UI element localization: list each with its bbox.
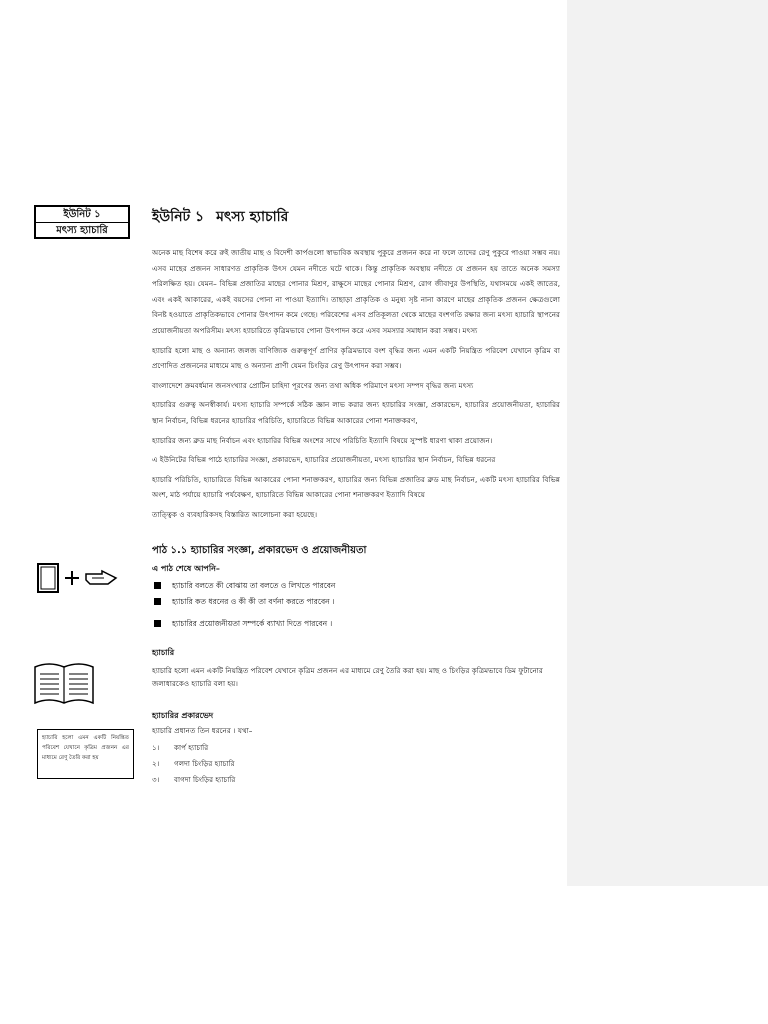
page-title <box>152 205 300 229</box>
bullet-square-icon <box>154 620 161 627</box>
side-note: হ্যাচারি হলো এমন একটি নিয়ন্ত্রিত পরিবেশ যেখানে কৃত্রিম প্রজনন এর মাধ্যমে রেণু তৈরি করা হয় <box>37 729 134 779</box>
intro-paragraph-4: হ্যাচারির গুরুত্ব অনস্বীকার্য। মৎস্য হ্যাচারি সম্পর্কে সঠিক জ্ঞান লাভ করার জন্য হ্যাচারির সংজ্ঞা, প্রকারভেদ, হ্যাচারির প্রয়োজনীয়তা, হ্যাচারির স্থান নির্বাচন, বিভিন্ন ধরনের হ্যাচারির পরিচিতি, হ্যাচারিতে বিভিন্ন আকারের পোনা শনাক্তকরণ, <box>152 400 560 425</box>
types-intro: হ্যাচারি প্রধানত তিন ধরনের । যথা– <box>152 726 253 735</box>
bullet-square-icon <box>154 598 161 605</box>
intro-paragraph-5: হ্যাচারির জন্য ব্রুড মাছ নির্বাচন এবং হ্যাচারির বিভিন্ন অংশের সাথে পরিচিতি ইত্যাদি বিষয়ে সুস্পষ্ট ধারণা থাকা প্রয়োজন। <box>152 435 493 445</box>
intro-paragraph-7: হ্যাচারি পরিচিতি, হ্যাচারিতে বিভিন্ন আকারের পোনা শনাক্তকরণ, হ্যাচারির জন্য বিভিন্ন প্রজাতির ব্রুড মাছ নির্বাচন, একটি মৎস্য হ্যাচারির বিভিন্ন অংশ, মাঠ পর্যায়ে হ্যাচারি পর্যবেক্ষণ, হ্যাচারিতে বিভিন্ন আকারের পোনা শনাক্তকরণ ইত্যাদি বিষয়ে <box>152 474 560 500</box>
unit-number: ইউনিট ১ <box>63 209 101 220</box>
list-item: ২। গলদা চিংড়ির হ্যাচারি <box>152 759 235 768</box>
intro-paragraph-3: বাংলাদেশে ক্রমবর্ধমান জনসংখ্যার প্রোটিন চাহিদা পূরণের জন্য তথা অধিক পরিমাণে মৎস্য সম্পদ বৃদ্ধির জন্য মৎস্য <box>152 380 474 390</box>
objective-heading: এ পাঠ শেষে আপনি– <box>152 564 220 573</box>
list-item: ৩। বাগদা চিংড়ির হ্যাচারি <box>152 775 236 784</box>
objectives-icon <box>36 562 120 594</box>
intro-paragraph-6: এ ইউনিটের বিভিন্ন পাঠে হ্যাচারির সংজ্ঞা, প্রকারভেদ, হ্যাচারির প্রয়োজনীয়তা, মৎস্য হ্যাচারির স্থান নির্বাচন, বিভিন্ন ধরনের <box>152 455 496 465</box>
open-book-icon <box>33 661 95 707</box>
unit-label-box <box>34 205 130 239</box>
list-item: ১। কার্প হ্যাচারি <box>152 743 209 752</box>
intro-text <box>152 245 560 527</box>
hatchery-heading: হ্যাচারি <box>152 648 175 657</box>
list-item: হ্যাচারির প্রয়োজনীয়তা সম্পর্কে ব্যাখ্যা দিতে পারবেন । <box>152 618 335 634</box>
intro-paragraph-2: হ্যাচারি হলো মাছ ও অন্যান্য জলজ বাণিজ্যিক গুরুত্বপূর্ণ প্রাণির কৃত্রিমভাবে বংশ বৃদ্ধির জন্য এমন একটি নিয়ন্ত্রিত পরিবেশ যেখানে কৃত্রিম বা প্রণোদিত প্রজননের মাধ্যমে মাছ ও অন্যান্য প্রাণী যেমন চিংড়ির রেণু উৎপাদন করা সম্ভব। <box>152 345 560 371</box>
margin-panel <box>567 0 768 886</box>
types-heading: হ্যাচারির প্রকারভেদ <box>152 711 214 720</box>
intro-paragraph-8: তাত্ত্বিক ও ব্যবহারিকসহ বিস্তারিত আলোচনা করা হয়েছে। <box>152 509 318 519</box>
types-list <box>152 742 235 790</box>
unit-title-label: ইউনিট ১ <box>152 209 205 225</box>
intro-paragraph-1: অনেক মাছ বিশেষ করে রুই জাতীয় মাছ ও বিদেশী কার্পগুলো স্বাভাবিক অবস্থায় পুকুরে প্রজনন করে না ফলে তাদের রেণু পুকুরে পাওয়া সম্ভব নয়। এসব মাছের প্রজনন সাধারণত প্রাকৃতিক উৎস যেমন নদীতে ঘটে থাকে। কিন্তু প্রাকৃতিক অবস্থায় নদীতে যে প্রজনন হয় তাতে অনেক সমস্যা পরিলক্ষিত হয়। যেমন– বিভিন্ন প্রজাতির মাছের পোনার মিশ্রণ, রাক্ষুসে মাছের পোনার মিশ্রণ, রোগ জীবাণুর উপস্থিতি, যথাসময়ে একই জাতের, এবং একই আকারের, একই বয়সের পোনা না পাওয়া ইত্যাদি। তাছাড়া প্রাকৃতিক ও মনুষ্য সৃষ্ট নানা কারণে মাছের প্রাকৃতিক প্রজনন ক্ষেত্রগুলো বিনষ্ট হওয়াতে প্রাকৃতিকভাবে পোনার উৎপাদন কমে গেছে। পরিবেশের এসব প্রতিকূলতা থেকে মাছের বংশগতি রক্ষার জন্য মৎস্য হ্যাচারি স্থাপনের প্রয়োজনীয়তা অপরিসীম। মৎস্য হ্যাচারিতে কৃত্রিমভাবে পোনা উৎপাদন করে এসব সমস্যার সমাধান করা সম্ভব। মৎস্য <box>152 248 560 335</box>
hatchery-definition: হ্যাচারি হলো এমন একটি নিয়ন্ত্রিত পরিবেশ যেখানে কৃত্রিম প্রজনন এর মাধ্যমে রেণু তৈরি করা হয়। মাছ ও চিংড়ির কৃত্রিমভাবে ডিম ফুটানোর জলাধারকেও হ্যাচারি বলা হয়। <box>152 666 543 688</box>
list-item: হ্যাচারি বলতে কী বোঝায় তা বলতে ও লিখতে পারবেন <box>152 580 335 596</box>
objective-list <box>152 580 335 634</box>
unit-subject: মৎস্য হ্যাচারি <box>36 222 128 238</box>
unit-title-subject: মৎস্য হ্যাচারি <box>216 209 289 225</box>
list-item: হ্যাচারি কত ধরনের ও কী কী তা বর্ণনা করতে পারবেন । <box>152 596 335 612</box>
bullet-square-icon <box>154 582 161 589</box>
lesson-title: পাঠ ১.১ হ্যাচারির সংজ্ঞা, প্রকারভেদ ও প্রয়োজনীয়তা <box>152 545 367 556</box>
